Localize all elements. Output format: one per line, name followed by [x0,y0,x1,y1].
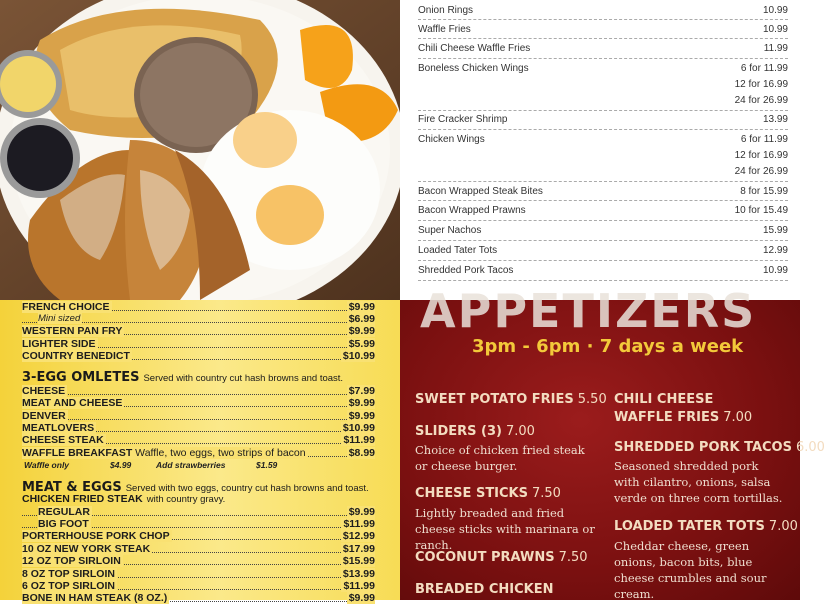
appetizer-price-list: Onion Rings 10.99 Waffle Fries 10.99 Chili Cheese Waffle Fries 11.99 Boneless Chicken Wings 6 for 11.99 12 for 16.99 24 for 26.99 Fire Cracker Shrimp 13.99 Chicken Wings 6 for 11.99 12 for 16.99 24 for 26.99 Bacon Wrapped Steak Bites 8 for 15.99 Bacon Wrapped Prawns 10 for 15.49 Super Nachos 15.99 Loaded Tater Tots 12.99 Shredded Pork Tacos 10.99 [400,0,800,300]
board-title: APPETIZERS [420,284,757,338]
menu-item: 6 OZ TOP SIRLOIN $11.99 [22,580,375,592]
menu-item-waffle: WAFFLE BREAKFAST Waffle, two eggs, two strips of bacon $8.99 [22,447,375,459]
waffle-only-label: Waffle only [24,460,70,470]
appetizer-item: COCONUT PRAWNS 7.50 [415,550,588,565]
divider [418,181,788,182]
section-heading-meat-eggs: MEAT & EGGS Served with two eggs, country cut hash browns and toast. [22,480,369,495]
appetizer-description: Seasoned shredded pork with cilantro, onions, salsa verde on three corn tortillas. [614,459,783,505]
breakfast-plate-illustration [0,0,400,300]
divider [418,38,788,39]
price-option: 12 for 16.99 [734,79,788,90]
menu-item: 12 OZ TOP SIRLOIN $15.99 [22,555,375,567]
menu-item: FRENCH CHOICE $9.99 [22,301,375,313]
strawberries-price: $1.59 [256,460,278,470]
appetizer-description: Choice of chicken fried steak or cheese burger. [415,443,585,473]
appetizer-item: SLIDERS (3) 7.00 [415,424,535,439]
divider [418,240,788,241]
menu-item: COUNTRY BENEDICT $10.99 [22,350,375,362]
appetizer-item: CHILI CHEESE WAFFLE FRIES 7.00 [614,392,753,425]
divider [418,220,788,221]
appetizer-description: Cheddar cheese, green onions, bacon bits, blue cheese crumbles and sour cream. [614,539,767,601]
divider [418,280,788,281]
strawberries-label: Add strawberries [156,460,226,470]
divider [418,129,788,130]
menu-item: REGULAR $9.99 [22,506,375,518]
divider [418,110,788,111]
appetizer-item: BREADED CHICKEN [415,582,554,597]
chicken-fried-steak-heading: CHICKEN FRIED STEAK with country gravy. [22,493,226,505]
menu-item: CHEESE STEAK $11.99 [22,434,375,446]
food-photo [0,0,400,300]
appetizer-item: SHREDDED PORK TACOS 6.00 [614,440,825,455]
section-heading-omelets: 3-EGG OMLETES Served with country cut hash browns and toast. [22,370,344,385]
price-option: 24 for 26.99 [734,166,788,177]
menu-item: PORTERHOUSE PORK CHOP $12.99 [22,530,375,542]
menu-item: LIGHTER SIDE $5.99 [22,338,375,350]
menu-item: 8 OZ TOP SIRLOIN $13.99 [22,568,375,580]
menu-item: 10 OZ NEW YORK STEAK $17.99 [22,543,375,555]
waffle-only-price: $4.99 [110,460,132,470]
menu-item: BIG FOOT $11.99 [22,518,375,530]
divider [418,260,788,261]
happy-hour-appetizers-board [400,284,825,601]
menu-item: MEAT AND CHEESE $9.99 [22,397,375,409]
menu-item: CHEESE $7.99 [22,385,375,397]
divider [418,58,788,59]
price-option: 24 for 26.99 [734,95,788,106]
divider [418,200,788,201]
breakfast-menu [0,300,400,604]
menu-item: DENVER $9.99 [22,410,375,422]
price-option: 12 for 16.99 [734,150,788,161]
appetizer-item: CHEESE STICKS 7.50 [415,486,561,501]
menu-item: BONE IN HAM STEAK (8 OZ.) $9.99 [22,592,375,604]
menu-item: Mini sized $6.99 [22,313,375,325]
menu-item: WESTERN PAN FRY $9.99 [22,325,375,337]
divider [418,19,788,20]
appetizer-description: Lightly breaded and fried cheese sticks with marinara or ranch. [415,506,595,552]
menu-item: MEATLOVERS $10.99 [22,422,375,434]
appetizer-item: LOADED TATER TOTS 7.00 [614,519,798,534]
appetizer-item: SWEET POTATO FRIES 5.50 [415,392,607,407]
board-subtitle: 3pm - 6pm · 7 days a week [472,336,744,357]
